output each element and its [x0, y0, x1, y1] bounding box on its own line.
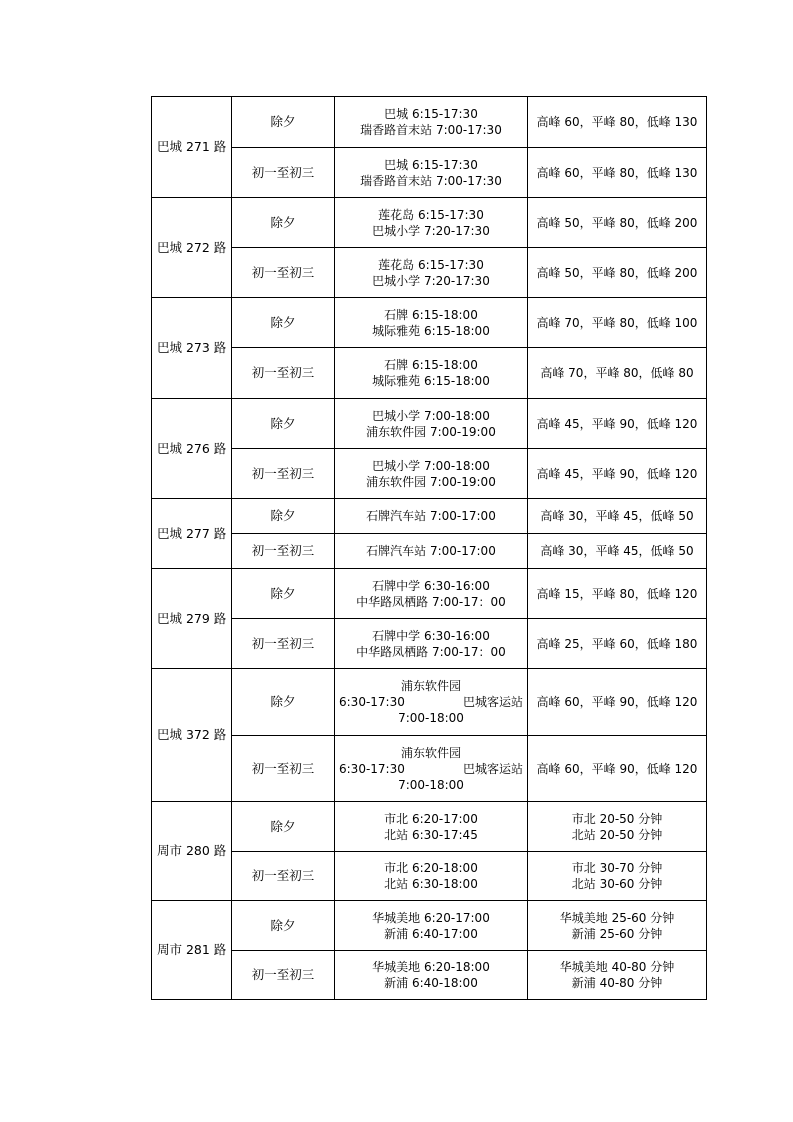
interval-line: 高峰 30，平峰 45，低峰 50 [540, 509, 694, 523]
service-day: 除夕 [232, 399, 335, 449]
hours-line: 浦东软件园 [400, 679, 461, 693]
interval-line: 高峰 60，平峰 90，低峰 120 [536, 695, 698, 709]
headway-interval [528, 619, 707, 669]
hours-line: 市北 6:20-17:00 [384, 811, 478, 826]
route-name: 巴城 271 路 [152, 97, 232, 198]
headway-interval [528, 248, 707, 298]
service-day: 初一至初三 [232, 348, 335, 399]
hours-line: 7:00-18:00 [398, 777, 464, 792]
headway-interval [528, 569, 707, 619]
hours-line: 巴城 6:15-17:30 [384, 157, 478, 172]
service-day: 除夕 [232, 669, 335, 736]
operating-hours [335, 669, 528, 736]
operating-hours [335, 148, 528, 198]
interval-line: 高峰 70，平峰 80，低峰 100 [536, 315, 698, 330]
hours-left: 6:30-17:30 [339, 695, 405, 709]
hours-line: 瑞香路首末站 7:00-17:30 [360, 173, 502, 188]
service-day: 除夕 [232, 901, 335, 951]
hours-line: 浦东软件园 [400, 745, 461, 760]
headway-interval [528, 298, 707, 348]
hours-line: 中华路凤栖路 7:00-17：00 [356, 644, 506, 659]
route-name: 巴城 276 路 [152, 399, 232, 499]
operating-hours [335, 619, 528, 669]
operating-hours [335, 198, 528, 248]
operating-hours [335, 852, 528, 901]
hours-line: 北站 6:30-17:45 [384, 827, 478, 842]
headway-interval [528, 534, 707, 569]
hours-split-line [337, 761, 525, 777]
service-day: 除夕 [232, 499, 335, 534]
interval-line: 新浦 40-80 分钟 [571, 976, 663, 990]
operating-hours [335, 951, 528, 1000]
table-row [152, 619, 707, 669]
interval-line: 北站 20-50 分钟 [571, 827, 663, 842]
service-day: 除夕 [232, 802, 335, 852]
hours-line: 浦东软件园 7:00-19:00 [366, 474, 496, 489]
interval-line: 高峰 60，平峰 80，低峰 130 [536, 115, 698, 129]
headway-interval [528, 951, 707, 1000]
hours-line: 北站 6:30-18:00 [384, 877, 478, 891]
table-row [152, 148, 707, 198]
service-day: 初一至初三 [232, 534, 335, 569]
headway-interval [528, 499, 707, 534]
interval-line: 高峰 50，平峰 80，低峰 200 [536, 265, 698, 280]
schedule-body [152, 97, 707, 1000]
hours-line: 瑞香路首末站 7:00-17:30 [360, 123, 502, 137]
operating-hours [335, 569, 528, 619]
headway-interval [528, 449, 707, 499]
hours-line: 巴城 6:15-17:30 [384, 107, 478, 121]
service-day: 初一至初三 [232, 449, 335, 499]
route-name: 周市 281 路 [152, 901, 232, 1000]
table-row [152, 901, 707, 951]
hours-line: 石牌汽车站 7:00-17:00 [366, 544, 496, 558]
service-day: 初一至初三 [232, 951, 335, 1000]
hours-line: 巴城小学 7:00-18:00 [372, 458, 490, 473]
service-day: 初一至初三 [232, 736, 335, 802]
table-row [152, 736, 707, 802]
table-row [152, 499, 707, 534]
operating-hours [335, 736, 528, 802]
operating-hours [335, 901, 528, 951]
route-name: 巴城 277 路 [152, 499, 232, 569]
hours-line: 巴城小学 7:00-18:00 [372, 408, 490, 423]
hours-line: 石牌中学 6:30-16:00 [372, 628, 490, 643]
operating-hours [335, 348, 528, 399]
hours-line: 石牌汽车站 7:00-17:00 [366, 509, 496, 523]
interval-line: 市北 20-50 分钟 [571, 811, 663, 826]
route-name: 巴城 279 路 [152, 569, 232, 669]
table-row [152, 198, 707, 248]
headway-interval [528, 736, 707, 802]
table-row [152, 951, 707, 1000]
hours-line: 莲花岛 6:15-17:30 [378, 257, 484, 272]
hours-line: 莲花岛 6:15-17:30 [378, 207, 484, 222]
service-day: 初一至初三 [232, 619, 335, 669]
service-day: 初一至初三 [232, 852, 335, 901]
route-name: 巴城 372 路 [152, 669, 232, 802]
operating-hours [335, 248, 528, 298]
hours-line: 石牌 6:15-18:00 [384, 307, 478, 322]
headway-interval [528, 97, 707, 148]
interval-line: 高峰 60，平峰 90，低峰 120 [536, 761, 698, 776]
headway-interval [528, 348, 707, 399]
operating-hours [335, 499, 528, 534]
schedule-table [151, 96, 707, 1000]
hours-line: 石牌 6:15-18:00 [384, 358, 478, 372]
table-row [152, 298, 707, 348]
operating-hours [335, 298, 528, 348]
hours-line: 新浦 6:40-18:00 [384, 976, 478, 990]
interval-line: 高峰 60，平峰 80，低峰 130 [536, 165, 698, 180]
operating-hours [335, 97, 528, 148]
table-row [152, 449, 707, 499]
hours-line: 浦东软件园 7:00-19:00 [366, 424, 496, 439]
interval-line: 高峰 50，平峰 80，低峰 200 [536, 215, 698, 230]
hours-right: 巴城客运站 [462, 695, 523, 709]
interval-line: 高峰 30，平峰 45，低峰 50 [540, 544, 694, 558]
table-row [152, 534, 707, 569]
hours-line: 市北 6:20-18:00 [384, 861, 478, 875]
headway-interval [528, 148, 707, 198]
hours-line: 新浦 6:40-17:00 [384, 926, 478, 941]
operating-hours [335, 802, 528, 852]
service-day: 除夕 [232, 298, 335, 348]
operating-hours [335, 534, 528, 569]
headway-interval [528, 399, 707, 449]
interval-line: 高峰 25，平峰 60，低峰 180 [536, 636, 698, 651]
interval-line: 高峰 70，平峰 80，低峰 80 [540, 366, 694, 380]
table-row [152, 852, 707, 901]
interval-line: 新浦 25-60 分钟 [571, 926, 663, 941]
route-name: 巴城 273 路 [152, 298, 232, 399]
table-row [152, 569, 707, 619]
interval-line: 高峰 45，平峰 90，低峰 120 [536, 466, 698, 481]
route-name: 巴城 272 路 [152, 198, 232, 298]
table-row [152, 669, 707, 736]
hours-split-line [337, 694, 525, 710]
hours-line: 城际雅苑 6:15-18:00 [372, 374, 490, 388]
interval-line: 高峰 45，平峰 90，低峰 120 [536, 416, 698, 431]
hours-line: 巴城小学 7:20-17:30 [372, 273, 490, 288]
table-row [152, 348, 707, 399]
operating-hours [335, 399, 528, 449]
service-day: 除夕 [232, 97, 335, 148]
interval-line: 市北 30-70 分钟 [571, 861, 663, 875]
interval-line: 华城美地 25-60 分钟 [559, 910, 675, 925]
hours-line: 中华路凤栖路 7:00-17：00 [356, 594, 506, 609]
headway-interval [528, 852, 707, 901]
service-day: 初一至初三 [232, 248, 335, 298]
hours-line: 巴城小学 7:20-17:30 [372, 223, 490, 238]
route-name: 周市 280 路 [152, 802, 232, 901]
hours-line: 石牌中学 6:30-16:00 [372, 578, 490, 593]
headway-interval [528, 669, 707, 736]
hours-line: 华城美地 6:20-17:00 [372, 910, 490, 925]
service-day: 除夕 [232, 198, 335, 248]
table-row [152, 248, 707, 298]
hours-line: 7:00-18:00 [398, 711, 464, 725]
hours-right: 巴城客运站 [462, 761, 523, 776]
hours-line: 华城美地 6:20-18:00 [372, 960, 490, 974]
interval-line: 高峰 15，平峰 80，低峰 120 [536, 586, 698, 601]
hours-left: 6:30-17:30 [339, 761, 405, 776]
headway-interval [528, 802, 707, 852]
operating-hours [335, 449, 528, 499]
interval-line: 华城美地 40-80 分钟 [559, 960, 675, 974]
service-day: 除夕 [232, 569, 335, 619]
interval-line: 北站 30-60 分钟 [571, 877, 663, 891]
table-row [152, 399, 707, 449]
headway-interval [528, 901, 707, 951]
service-day: 初一至初三 [232, 148, 335, 198]
hours-line: 城际雅苑 6:15-18:00 [372, 323, 490, 338]
headway-interval [528, 198, 707, 248]
table-row [152, 802, 707, 852]
table-row [152, 97, 707, 148]
